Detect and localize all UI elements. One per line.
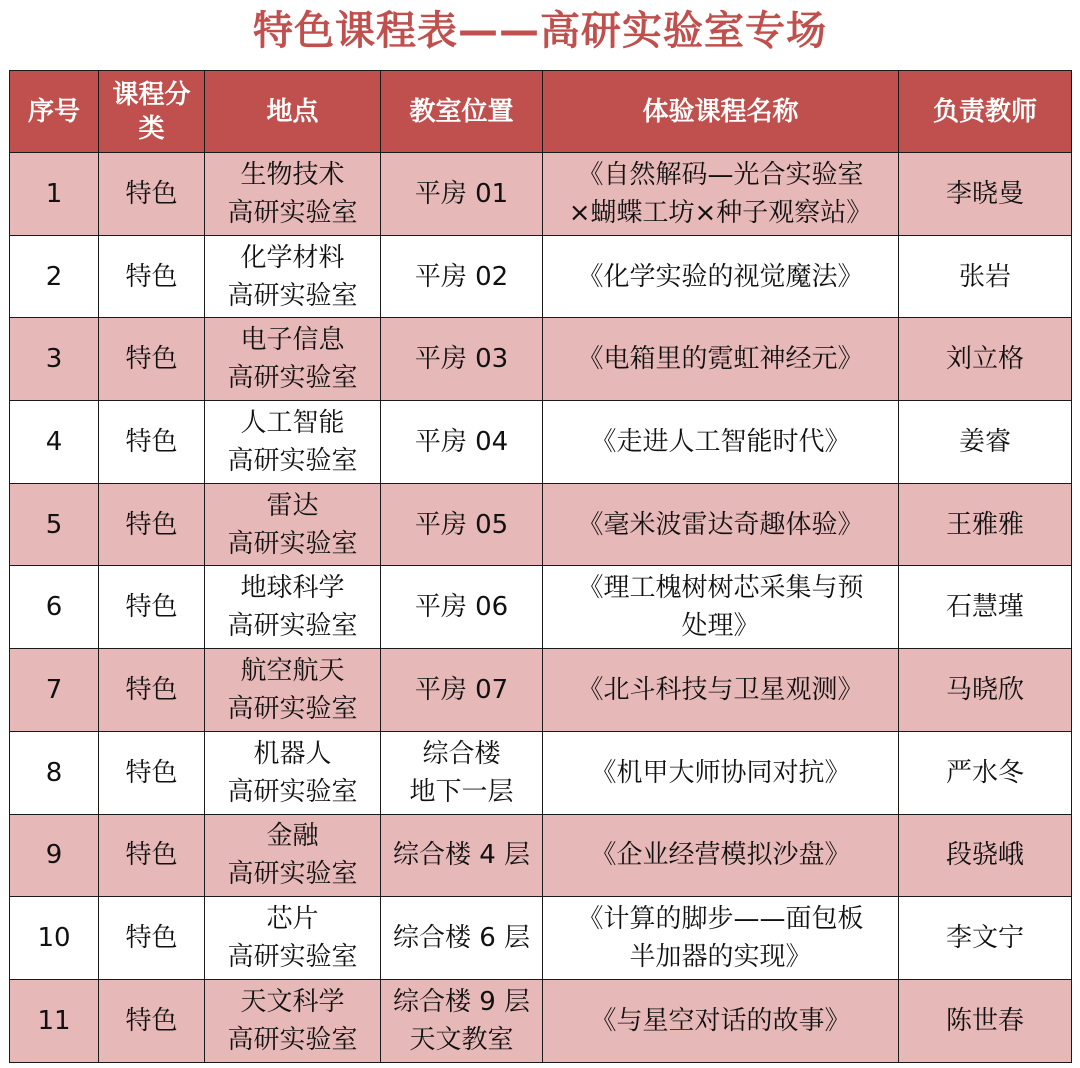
room-line: 平房 01: [414, 178, 509, 209]
course-name-cell: [543, 483, 899, 566]
room-line: 平房 03: [414, 344, 509, 375]
course-name-line: 《企业经营模拟沙盘》: [590, 840, 851, 871]
page-title: 特色课程表——高研实验室专场: [253, 8, 827, 54]
teacher-cell: 刘立格: [899, 318, 1072, 401]
table-row: [10, 153, 1072, 236]
header-teacher: 负责教师: [899, 71, 1072, 153]
course-name-line: 处理》: [681, 611, 760, 642]
course-name-line: 《电箱里的霓虹神经元》: [577, 344, 864, 375]
site-line: 高研实验室: [227, 197, 358, 228]
teacher-cell: 张岩: [899, 235, 1072, 318]
course-name-line: 《走进人工智能时代》: [590, 426, 851, 457]
course-name-line: 《化学实验的视觉魔法》: [577, 261, 864, 292]
site-line: 天文科学: [240, 986, 345, 1017]
table-row: [10, 814, 1072, 897]
course-name-cell: [543, 318, 899, 401]
room-cell: [381, 483, 543, 566]
header-room: 教室位置: [381, 71, 543, 153]
row-index-cell: 1: [10, 153, 99, 236]
room-cell: [381, 153, 543, 236]
site-cell: [205, 483, 381, 566]
table-row: [10, 401, 1072, 484]
teacher-cell: 马晓欣: [899, 649, 1072, 732]
room-line: 平房 04: [414, 426, 509, 457]
header-site: 地点: [205, 71, 381, 153]
course-name-cell: [543, 566, 899, 649]
row-index-cell: 11: [10, 979, 99, 1062]
room-cell: [381, 401, 543, 484]
site-cell: [205, 897, 381, 980]
teacher-cell: 段骁峨: [899, 814, 1072, 897]
table-row: [10, 235, 1072, 318]
category-cell: 特色: [99, 731, 205, 814]
site-line: 航空航天: [240, 655, 345, 686]
course-name-cell: [543, 235, 899, 318]
course-name-cell: [543, 897, 899, 980]
course-name-line: 《北斗科技与卫星观测》: [577, 674, 864, 705]
site-line: 人工智能: [240, 407, 345, 438]
room-cell: [381, 649, 543, 732]
category-cell: 特色: [99, 979, 205, 1062]
course-name-cell: [543, 649, 899, 732]
teacher-cell: 严水冬: [899, 731, 1072, 814]
site-line: 芯片: [266, 904, 319, 935]
site-line: 高研实验室: [227, 1024, 358, 1055]
course-name-cell: [543, 153, 899, 236]
course-name-cell: [543, 814, 899, 897]
site-cell: [205, 649, 381, 732]
course-name-line: 《毫米波雷达奇趣体验》: [577, 509, 864, 540]
room-line: 平房 02: [414, 261, 509, 292]
site-cell: [205, 814, 381, 897]
site-line: 高研实验室: [227, 611, 358, 642]
site-cell: [205, 318, 381, 401]
site-cell: [205, 566, 381, 649]
room-line: 平房 06: [414, 592, 509, 623]
table-row: [10, 649, 1072, 732]
category-cell: 特色: [99, 401, 205, 484]
room-line: 平房 07: [414, 674, 509, 705]
room-cell: [381, 979, 543, 1062]
table-row: [10, 318, 1072, 401]
category-cell: 特色: [99, 483, 205, 566]
row-index-cell: 7: [10, 649, 99, 732]
row-index-cell: 4: [10, 401, 99, 484]
site-line: 地球科学: [240, 573, 345, 604]
site-line: 高研实验室: [227, 363, 358, 394]
category-cell: 特色: [99, 318, 205, 401]
row-index-cell: 10: [10, 897, 99, 980]
header-category: 课程分类: [99, 71, 205, 153]
room-line: 综合楼 6 层: [392, 923, 531, 954]
room-line: 综合楼 9 层: [392, 986, 531, 1017]
category-cell: 特色: [99, 649, 205, 732]
course-name-cell: [543, 979, 899, 1062]
site-line: 机器人: [253, 738, 332, 769]
category-cell: 特色: [99, 814, 205, 897]
row-index-cell: 6: [10, 566, 99, 649]
course-name-cell: [543, 731, 899, 814]
site-line: 高研实验室: [227, 693, 358, 724]
course-name-line: 《计算的脚步——面包板: [577, 904, 864, 935]
site-line: 高研实验室: [227, 859, 358, 890]
room-cell: [381, 814, 543, 897]
teacher-cell: 陈世春: [899, 979, 1072, 1062]
row-index-cell: 9: [10, 814, 99, 897]
room-line: 平房 05: [414, 509, 509, 540]
room-line: 综合楼 4 层: [392, 840, 531, 871]
room-cell: [381, 897, 543, 980]
course-name-line: 《自然解码—光合实验室: [577, 159, 864, 190]
course-name-line: ×蝴蝶工坊×种子观察站》: [568, 197, 873, 228]
category-cell: 特色: [99, 566, 205, 649]
category-cell: 特色: [99, 153, 205, 236]
site-cell: [205, 979, 381, 1062]
course-name-line: 《机甲大师协同对抗》: [590, 757, 851, 788]
site-line: 高研实验室: [227, 280, 358, 311]
site-line: 高研实验室: [227, 445, 358, 476]
site-cell: [205, 235, 381, 318]
teacher-cell: 李晓曼: [899, 153, 1072, 236]
room-cell: [381, 235, 543, 318]
site-line: 化学材料: [240, 242, 345, 273]
room-line: 综合楼: [422, 738, 501, 769]
site-line: 高研实验室: [227, 528, 358, 559]
site-line: 雷达: [266, 490, 319, 521]
site-line: 生物技术: [240, 159, 345, 190]
site-line: 电子信息: [240, 325, 345, 356]
room-line: 天文教室: [409, 1024, 514, 1055]
course-schedule-table: [9, 70, 1072, 1063]
row-index-cell: 8: [10, 731, 99, 814]
table-row: [10, 897, 1072, 980]
site-cell: [205, 153, 381, 236]
site-line: 高研实验室: [227, 776, 358, 807]
teacher-cell: 石慧瑾: [899, 566, 1072, 649]
course-name-line: 半加器的实现》: [629, 942, 812, 973]
room-cell: [381, 318, 543, 401]
category-cell: 特色: [99, 235, 205, 318]
category-cell: 特色: [99, 897, 205, 980]
table-row: [10, 483, 1072, 566]
room-cell: [381, 566, 543, 649]
header-index: 序号: [10, 71, 99, 153]
site-cell: [205, 731, 381, 814]
site-line: 金融: [266, 821, 319, 852]
table-row: [10, 979, 1072, 1062]
row-index-cell: 3: [10, 318, 99, 401]
course-name-line: 《与星空对话的故事》: [590, 1005, 851, 1036]
table-row: [10, 731, 1072, 814]
teacher-cell: 王雅雅: [899, 483, 1072, 566]
course-name-line: 《理工槐树树芯采集与预: [577, 573, 864, 604]
teacher-cell: 李文宁: [899, 897, 1072, 980]
row-index-cell: 2: [10, 235, 99, 318]
header-course: 体验课程名称: [543, 71, 899, 153]
course-name-cell: [543, 401, 899, 484]
row-index-cell: 5: [10, 483, 99, 566]
teacher-cell: 姜睿: [899, 401, 1072, 484]
room-cell: [381, 731, 543, 814]
site-cell: [205, 401, 381, 484]
table-header-row: [10, 71, 1072, 153]
table-row: [10, 566, 1072, 649]
room-line: 地下一层: [409, 776, 514, 807]
site-line: 高研实验室: [227, 942, 358, 973]
